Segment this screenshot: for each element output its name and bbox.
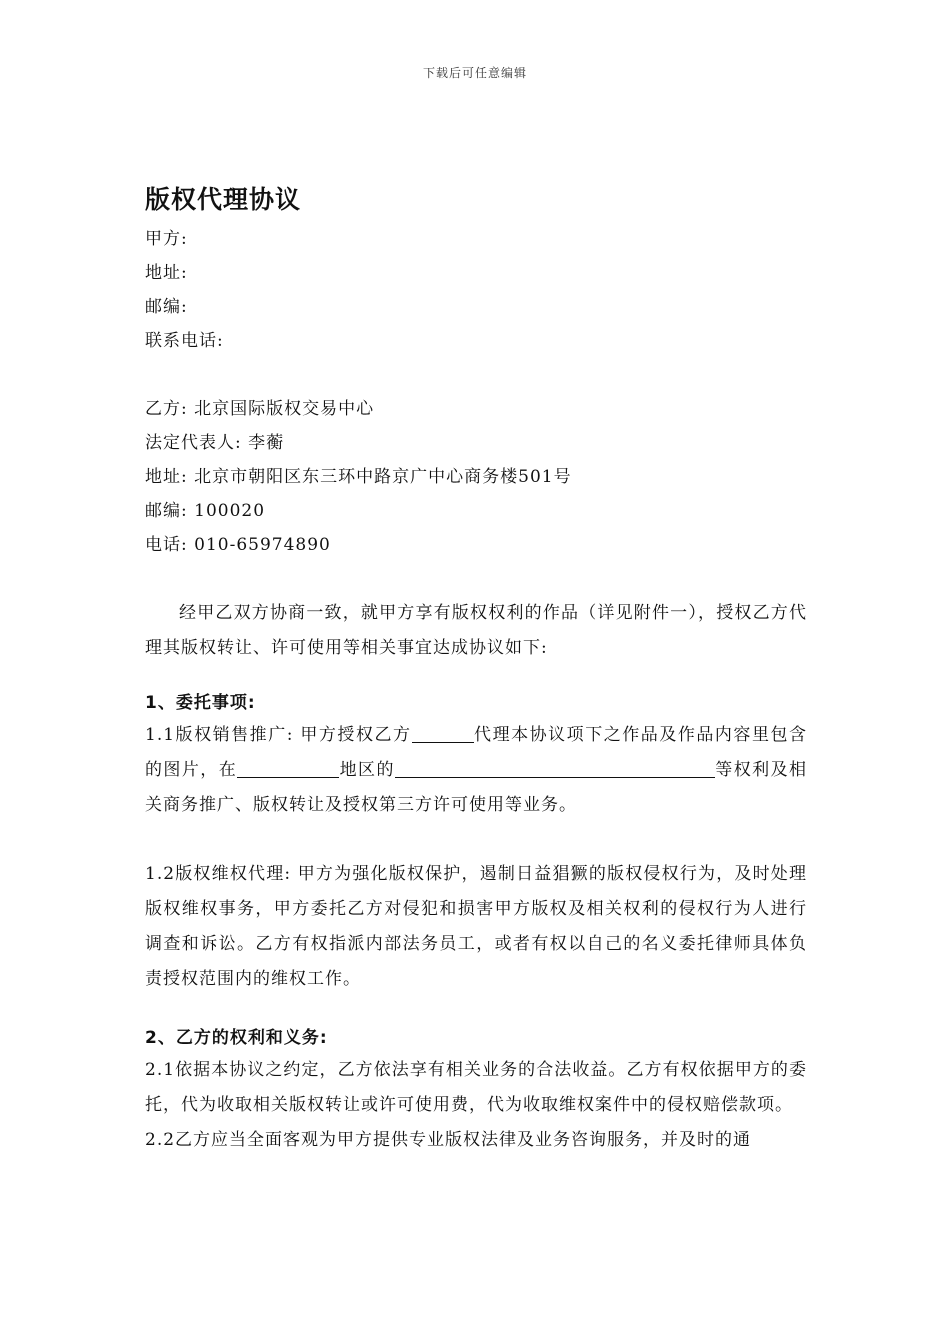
clause-2-2: 2.2乙方应当全面客观为甲方提供专业版权法律及业务咨询服务，并及时的通: [145, 1130, 752, 1150]
party-b-phone: 电话: 010-65974890: [145, 535, 331, 555]
spacer: [145, 823, 807, 857]
header-note: 下载后可任意编辑: [422, 66, 527, 80]
party-a-name-label: 甲方:: [145, 229, 188, 249]
spacer: [145, 562, 807, 596]
clause-1-1-part3: 地区的: [339, 760, 395, 780]
clause-1-1: [145, 718, 807, 823]
party-a-postcode-label: 邮编:: [145, 297, 188, 317]
section-2-heading: 2、乙方的权利和义务:: [145, 1028, 328, 1048]
blank-line-region: [237, 759, 339, 778]
party-a-address-label: 地址:: [145, 263, 188, 283]
party-a-phone-label: 联系电话:: [145, 331, 224, 351]
spacer: [145, 997, 807, 1017]
party-b-postcode: 邮编: 100020: [145, 501, 266, 521]
party-b-representative: 法定代表人: 李蘅: [145, 433, 285, 453]
blank-line-rights: [395, 759, 715, 778]
clause-1-1-part2: 代理本协议项下之作品及作品内容里包含的图片，在: [145, 725, 807, 780]
intro-paragraph: 经甲乙双方协商一致，就甲方享有版权权利的作品（详见附件一），授权乙方代理其版权转让、许可使用等相关事宜达成协议如下:: [145, 603, 807, 658]
party-b-name: 乙方: 北京国际版权交易中心: [145, 399, 375, 419]
blank-line-agent: [412, 724, 474, 743]
party-b-block: [145, 392, 807, 562]
clause-1-2: 1.2版权维权代理: 甲方为强化版权保护，遏制日益猖獗的版权侵权行为，及时处理版权维权事务，甲方委托乙方对侵犯和损害甲方版权及相关权利的侵权行为人进行调查和诉讼。乙方有权指派内部法务员工，或者有权以自己的名义委托律师具体负责授权范围内的维权工作。: [145, 864, 807, 989]
spacer: [145, 666, 807, 682]
clause-1-1-part4: 等权利及相关商务推广、版权转让及授权第三方许可使用等业务。: [145, 760, 808, 815]
document-body: [145, 180, 807, 1158]
party-a-block: [145, 222, 807, 358]
party-b-address: 地址: 北京市朝阳区东三环中路京广中心商务楼501号: [145, 467, 572, 487]
clause-2-1: 2.1依据本协议之约定，乙方依法享有相关业务的合法收益。乙方有权依据甲方的委托，代为收取相关版权转让或许可使用费，代为收取维权案件中的侵权赔偿款项。: [145, 1060, 807, 1115]
page-title: 版权代理协议: [145, 185, 302, 214]
spacer: [145, 358, 807, 392]
section-1-heading: 1、委托事项:: [145, 693, 256, 713]
clause-1-1-part1: 1.1版权销售推广: 甲方授权乙方: [145, 725, 412, 745]
